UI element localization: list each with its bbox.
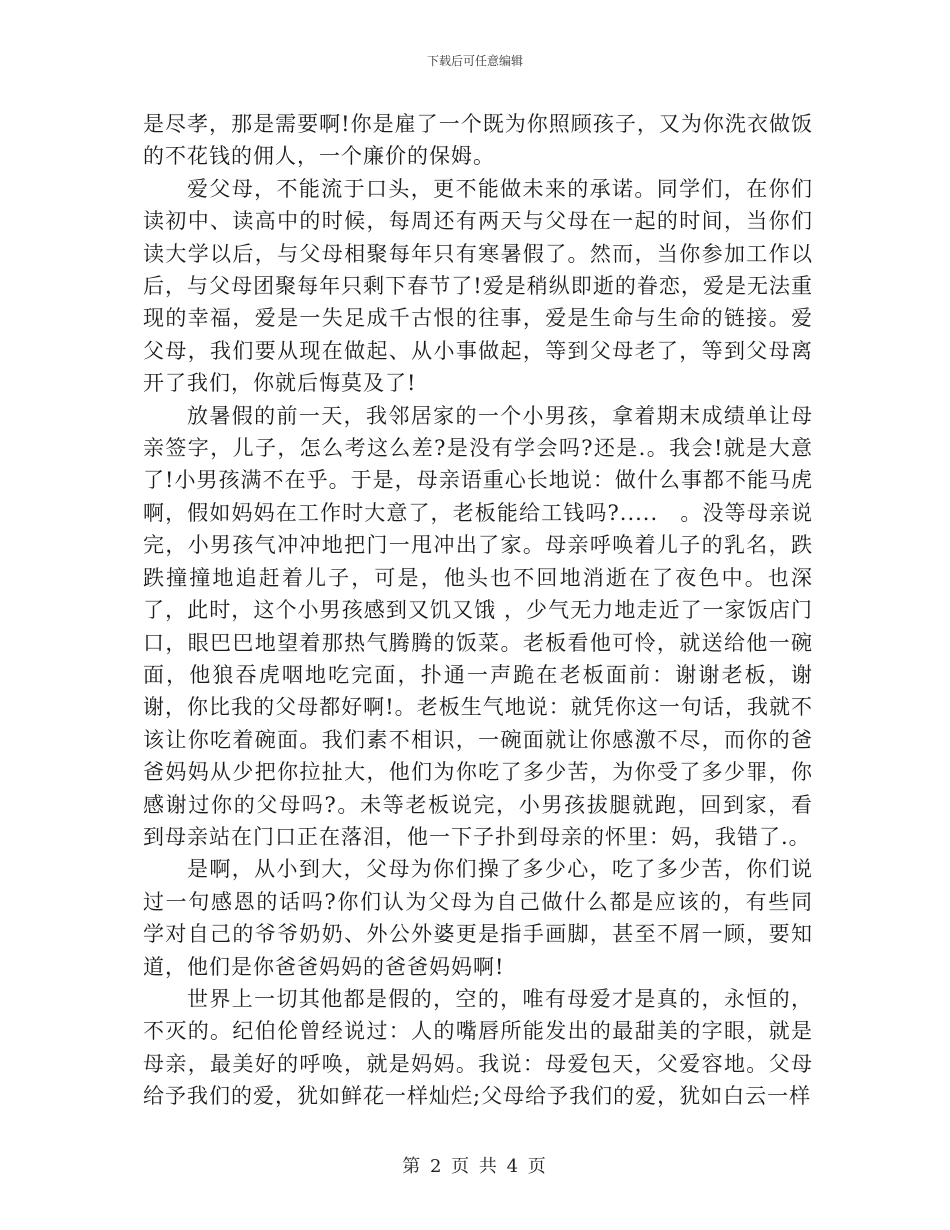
page-number-footer: 第 2 页 共 4 页 [402,1156,548,1177]
page-header: 下载后可任意编辑 [426,54,523,68]
paragraph-5: 世界上一切其他都是假的，空的，唯有母爱才是真的，永恒的，不灭的。纪伯伦曾经说过：人的嘴唇所能发出的最甜美的字眼，就是母亲，最美好的呼唤，就是妈妈。我说：母爱包天，父爱容地。父母给予我们的爱，犹如鲜花一样灿烂;父母给予我们的爱，犹如白云一样 [143,986,813,1109]
paragraph-1: 是尽孝，那是需要啊!你是雇了一个既为你照顾孩子，又为你洗衣做饭的不花钱的佣人，一个廉价的保姆。 [143,112,813,169]
paragraph-4: 是啊，从小到大，父母为你们操了多少心，吃了多少苦，你们说过一句感恩的话吗?你们认为父母为自己做什么都是应该的，有些同学对自己的爷爷奶奶、外公外婆更是指手画脚，甚至不屑一顾，要知道，他们是你爸爸妈妈的爸爸妈妈啊! [143,857,813,979]
paragraph-2: 爱父母，不能流于口头，更不能做未来的承诺。同学们，在你们读初中、读高中的时候，每周还有两天与父母在一起的时间，当你们读大学以后，与父母相聚每年只有寒暑假了。然而，当你参加工作以后，与父母团聚每年只剩下春节了!爱是稍纵即逝的眷恋，爱是无法重现的幸福，爱是一失足成千古恨的往事，爱是生命与生命的链接。爱父母，我们要从现在做起、从小事做起，等到父母老了，等到父母离开了我们，你就后悔莫及了! [143,176,813,396]
paragraph-3: 放暑假的前一天，我邻居家的一个小男孩，拿着期末成绩单让母亲签字，儿子，怎么考这么差?是没有学会吗?还是.。我会!就是大意了!小男孩满不在乎。于是，母亲语重心长地说：做什么事都不能马虎啊，假如妈妈在工作时大意了，老板能给工钱吗?..... 。没等母亲说完，小男孩气冲冲地把门一甩冲出了家。母亲呼唤着儿子的乳名，跌跌撞撞地追赶着儿子，可是，他头也不回地消逝在了夜色中。也深了，此时，这个小男孩感到又饥又饿 ，少气无力地走近了一家饭店门口，眼巴巴地望着那热气腾腾的饭菜。老板看他可怜，就送给他一碗面，他狼吞虎咽地吃完面，扑通一声跪在老板面前：谢谢老板，谢谢，你比我的父母都好啊!。老板生气地说：就凭你这一句话，我就不该让你吃着碗面。我们素不相识，一碗面就让你感激不尽，而你的爸爸妈妈从少把你拉扯大，他们为你吃了多少苦，为你受了多少罪，你感谢过你的父母吗?。未等老板说完，小男孩拔腿就跑，回到家，看到母亲站在门口正在落泪，他一下子扑到母亲的怀里：妈，我错了.。 [143,403,813,849]
document-body [143,108,813,1113]
